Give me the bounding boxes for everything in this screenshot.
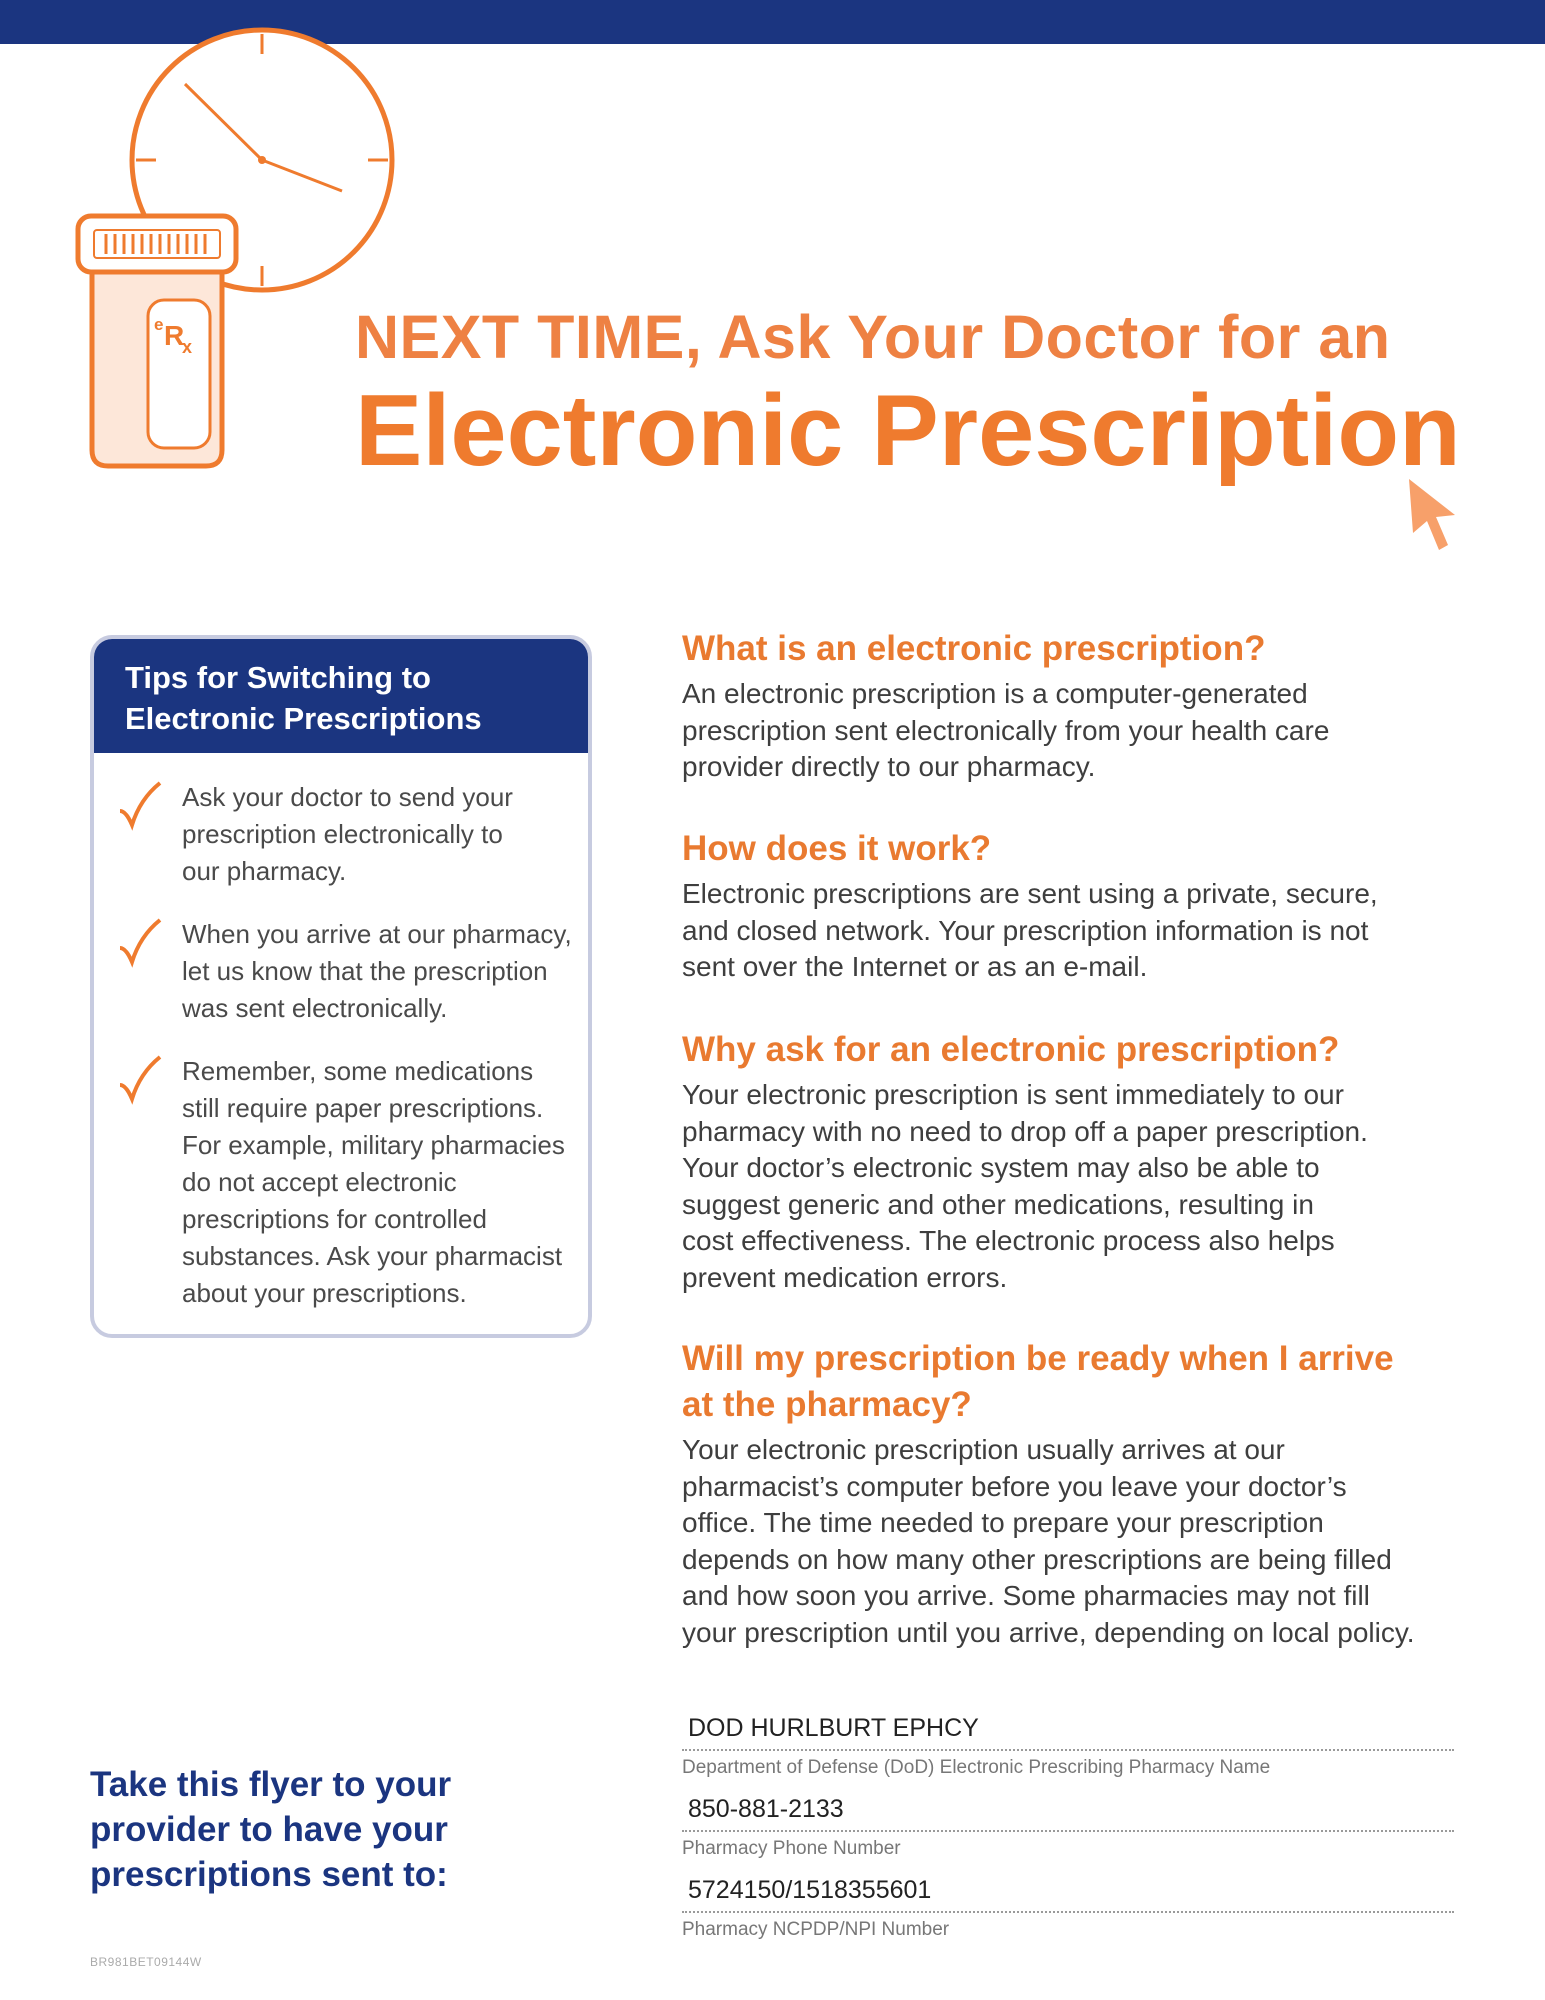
- pharmacy-name-field: [682, 1711, 1454, 1779]
- tips-box: [90, 635, 592, 1338]
- faq-answer: An electronic prescription is a computer-generated prescription sent electronically from your health care provider directly to our pharmacy.: [682, 678, 1330, 782]
- field-divider: [682, 1749, 1454, 1751]
- faq-ready-when: [682, 1336, 1482, 1651]
- faq-answer: Electronic prescriptions are sent using a private, secure, and closed network. Your prescription information is not sent over the Internet or as an e-mail.: [682, 878, 1378, 982]
- form-code: BR981BET09144W: [90, 1955, 202, 1969]
- svg-text:R: R: [164, 320, 185, 351]
- tip-text: Remember, some medications still require paper prescriptions. For example, military pharmacies do not accept electronic prescriptions for controlled substances. Ask your pharmacist about your prescriptions.: [182, 1056, 565, 1308]
- pill-bottle-icon: [78, 216, 236, 466]
- headline: [355, 302, 1505, 489]
- pharmacy-ncpdp-value: 5724150/1518355601: [688, 1876, 932, 1904]
- faq-question: Will my prescription be ready when I arrive at the pharmacy?: [682, 1339, 1394, 1424]
- checkmark-icon: [116, 1055, 162, 1105]
- pharmacy-name-value: DOD HURLBURT EPHCY: [688, 1714, 979, 1742]
- checkmark-icon: [116, 781, 162, 831]
- pharmacy-phone-field: [682, 1792, 1454, 1860]
- faq-question: How does it work?: [682, 829, 992, 868]
- pharmacy-phone-value: 850-881-2133: [688, 1795, 844, 1823]
- field-divider: [682, 1830, 1454, 1832]
- svg-text:x: x: [182, 337, 193, 357]
- cursor-arrow-icon: [1405, 475, 1459, 555]
- faq-how-it-works: [682, 826, 1482, 986]
- faq-what-is: [682, 626, 1482, 786]
- faq-answer: Your electronic prescription is sent immediately to our pharmacy with no need to drop off a paper prescription. Your doctor’s electronic system may also be able to suggest generic and other medications, resulting in cost effectiveness. The electronic process also helps prevent medication errors.: [682, 1079, 1368, 1293]
- pharmacy-ncpdp-label: Pharmacy NCPDP/NPI Number: [682, 1919, 950, 1940]
- pharmacy-ncpdp-field: [682, 1873, 1454, 1941]
- faq-question: What is an electronic prescription?: [682, 629, 1266, 668]
- tip-text: Ask your doctor to send your prescription electronically to our pharmacy.: [182, 782, 513, 886]
- pharmacy-phone-label: Pharmacy Phone Number: [682, 1838, 901, 1859]
- faq-question: Why ask for an electronic prescription?: [682, 1030, 1340, 1069]
- checkmark-icon: [116, 918, 162, 968]
- headline-line-2: Electronic Prescription: [355, 375, 1461, 487]
- pharmacy-name-label: Department of Defense (DoD) Electronic Prescribing Pharmacy Name: [682, 1757, 1271, 1778]
- faq-answer: Your electronic prescription usually arrives at our pharmacist’s computer before you leave your doctor’s office. The time needed to prepare your prescription depends on how many other prescriptions are being filled and how soon you arrive. Some pharmacies may not fill your prescription until you arrive, depending on local policy.: [682, 1434, 1415, 1648]
- tip-text: When you arrive at our pharmacy, let us know that the prescription was sent electronically.: [182, 919, 572, 1023]
- field-divider: [682, 1911, 1454, 1913]
- take-flyer-callout: Take this flyer to your provider to have your prescriptions sent to:: [90, 1765, 452, 1894]
- erx-bottle-label: e: [154, 315, 164, 334]
- tips-box-title: Tips for Switching to Electronic Prescriptions: [94, 639, 588, 753]
- headline-line-1: NEXT TIME, Ask Your Doctor for an: [355, 303, 1391, 371]
- faq-why-ask: [682, 1027, 1482, 1296]
